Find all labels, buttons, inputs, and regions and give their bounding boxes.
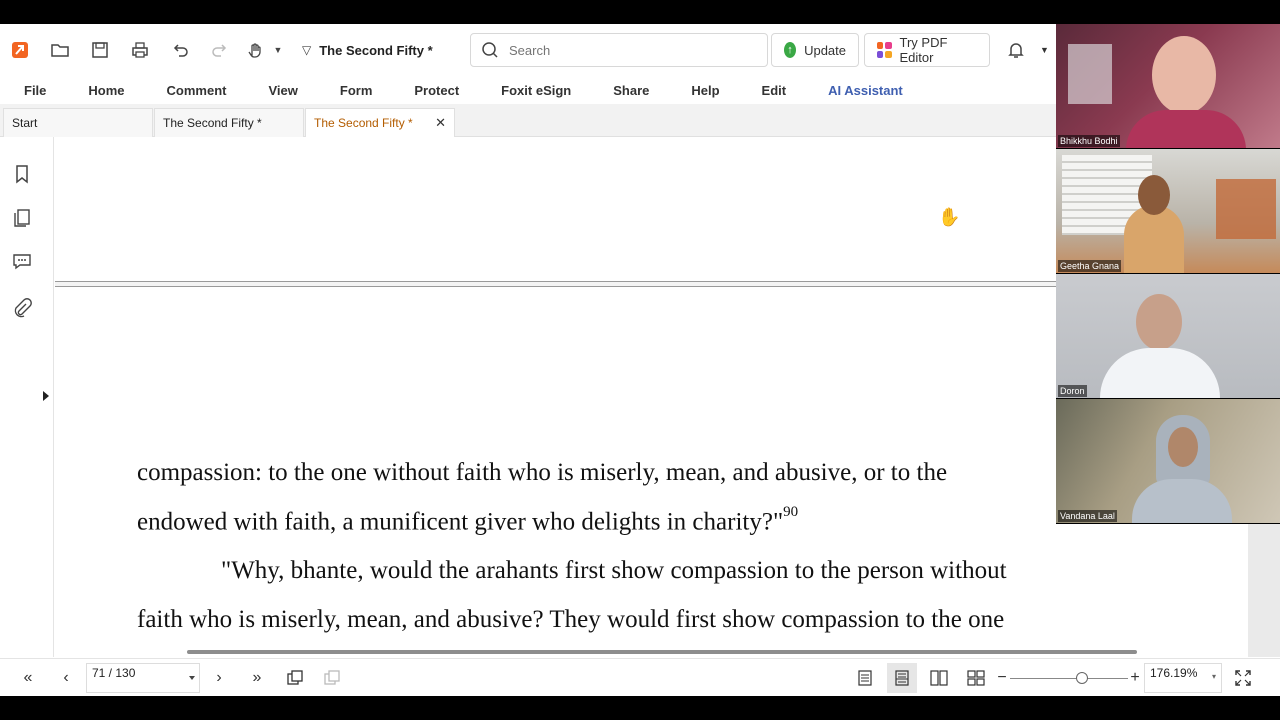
next-page-icon[interactable]: ›	[216, 669, 222, 686]
zoom-dropdown-icon[interactable]: ▾	[1212, 672, 1217, 681]
menu-bar	[0, 76, 1056, 104]
undo-icon[interactable]	[160, 24, 200, 76]
open-folder-icon[interactable]	[40, 24, 80, 76]
menu-share[interactable]: Share	[613, 82, 650, 98]
footnote-marker: 90	[783, 504, 799, 520]
zoom-out-icon[interactable]: −	[997, 669, 1007, 686]
more-options-dropdown-icon[interactable]: ▼	[1040, 45, 1049, 55]
horizontal-scrollbar-thumb[interactable]	[187, 650, 1137, 654]
pdf-editor-icon	[877, 42, 892, 58]
video-call-panel	[1056, 24, 1280, 524]
video-tile-geetha-gnana[interactable]	[1056, 149, 1280, 273]
menu-form[interactable]: Form	[339, 82, 373, 98]
menu-protect[interactable]: Protect	[414, 82, 460, 98]
background-altar	[1216, 179, 1276, 239]
right-gutter	[1248, 524, 1280, 657]
participant-name: Bhikkhu Bodhi	[1060, 136, 1118, 146]
search-box[interactable]	[470, 33, 768, 67]
menu-help[interactable]: Help	[691, 82, 720, 98]
page-number-input[interactable]: 71 / 130	[86, 663, 200, 693]
participant-name: Geetha Gnana	[1060, 261, 1120, 271]
menu-home[interactable]: Home	[88, 82, 125, 98]
save-icon[interactable]	[80, 24, 120, 76]
zoom-level-input[interactable]: 176.19%	[1144, 663, 1222, 693]
menu-file[interactable]: File	[24, 82, 47, 98]
tab-second-fifty-1[interactable]	[154, 108, 304, 137]
tab-start-label: Start	[12, 116, 38, 130]
update-arrow-icon: ↑	[784, 42, 796, 58]
facing-view-icon[interactable]	[924, 663, 954, 693]
document-line-4: faith who is miserly, mean, and abusive? They would first show compassion to the one	[137, 606, 1005, 633]
menu-foxit-esign[interactable]: Foxit eSign	[501, 82, 572, 98]
participant-hoodie	[1132, 479, 1232, 523]
update-label: Update	[804, 42, 846, 58]
update-button[interactable]	[771, 33, 859, 67]
document-title-text: The Second Fifty *	[319, 42, 433, 58]
document-menu-chevron-icon: ▽	[302, 43, 312, 57]
participant-face	[1136, 294, 1182, 350]
horizontal-scrollbar[interactable]	[55, 648, 1248, 658]
participant-face	[1138, 175, 1170, 215]
menu-comment[interactable]: Comment	[166, 82, 227, 98]
page-separator	[55, 281, 1056, 287]
extract-pages-icon	[322, 668, 342, 688]
zoom-slider-knob[interactable]	[1076, 672, 1088, 684]
document-line-2-text: endowed with faith, a munificent giver who delights in charity?"	[137, 508, 784, 536]
hand-tool-icon[interactable]	[240, 24, 270, 76]
fullscreen-icon[interactable]	[1233, 668, 1253, 688]
background-shelf	[1068, 44, 1112, 104]
continuous-view-icon[interactable]	[887, 663, 917, 693]
previous-page-icon[interactable]: ‹	[63, 669, 69, 686]
participant-robe	[1126, 110, 1246, 148]
participant-shirt	[1100, 348, 1220, 398]
notification-bell-icon[interactable]	[996, 24, 1036, 76]
document-line-1: compassion: to the one without faith who is miserly, mean, and abusive, or to the	[137, 459, 948, 486]
tab-start[interactable]	[3, 108, 153, 137]
attachment-icon[interactable]	[11, 297, 33, 319]
print-icon[interactable]	[120, 24, 160, 76]
video-tile-doron[interactable]	[1056, 274, 1280, 398]
menu-edit[interactable]: Edit	[761, 82, 787, 98]
document-line-3: "Why, bhante, would the arahants first show compassion to the person without	[221, 557, 1007, 584]
participant-face	[1152, 36, 1216, 114]
foxit-logo-icon[interactable]	[0, 24, 40, 76]
redo-icon[interactable]	[200, 24, 240, 76]
document-line-2	[137, 504, 799, 536]
participant-face	[1168, 427, 1198, 467]
pages-thumbnail-icon[interactable]	[11, 207, 33, 229]
single-page-view-icon[interactable]	[850, 663, 880, 693]
foxit-reader-window	[0, 24, 1280, 696]
page-dropdown-icon[interactable]	[189, 676, 195, 680]
last-page-icon[interactable]: »	[252, 669, 262, 686]
continuous-facing-view-icon[interactable]	[961, 663, 991, 693]
menu-view[interactable]: View	[268, 82, 298, 98]
zoom-in-icon[interactable]: +	[1130, 669, 1140, 686]
video-tile-bhikkhu-bodhi[interactable]	[1056, 24, 1280, 148]
document-title[interactable]	[302, 43, 433, 58]
video-tile-vandana-laal[interactable]	[1056, 399, 1280, 523]
participant-name: Doron	[1060, 386, 1085, 396]
rotate-view-icon[interactable]	[285, 668, 305, 688]
tab-second-fifty-active[interactable]	[305, 108, 455, 137]
close-tab-icon[interactable]: ✕	[435, 115, 446, 130]
first-page-icon[interactable]: «	[23, 669, 33, 686]
expand-panel-arrow-icon[interactable]	[43, 391, 49, 401]
hand-tool-dropdown-icon[interactable]: ▼	[273, 45, 283, 55]
left-navigation-rail	[0, 137, 54, 657]
try-pdf-editor-button[interactable]	[864, 33, 990, 67]
tab-second-fifty-1-label: The Second Fifty *	[163, 116, 262, 130]
participant-name: Vandana Laal	[1060, 511, 1115, 521]
search-input[interactable]	[509, 43, 749, 58]
try-pdf-editor-label: Try PDF Editor	[899, 35, 948, 65]
document-tab-bar	[0, 104, 1056, 137]
search-icon	[481, 41, 499, 59]
participant-body	[1124, 205, 1184, 273]
zoom-slider-track[interactable]	[1010, 678, 1128, 679]
hand-cursor-icon: ✋	[938, 207, 961, 227]
status-bar	[0, 658, 1280, 696]
bookmark-icon[interactable]	[11, 163, 33, 185]
menu-ai-assistant[interactable]: AI Assistant	[828, 82, 903, 98]
tab-second-fifty-active-label: The Second Fifty *	[314, 116, 413, 130]
comments-icon[interactable]	[11, 250, 33, 272]
